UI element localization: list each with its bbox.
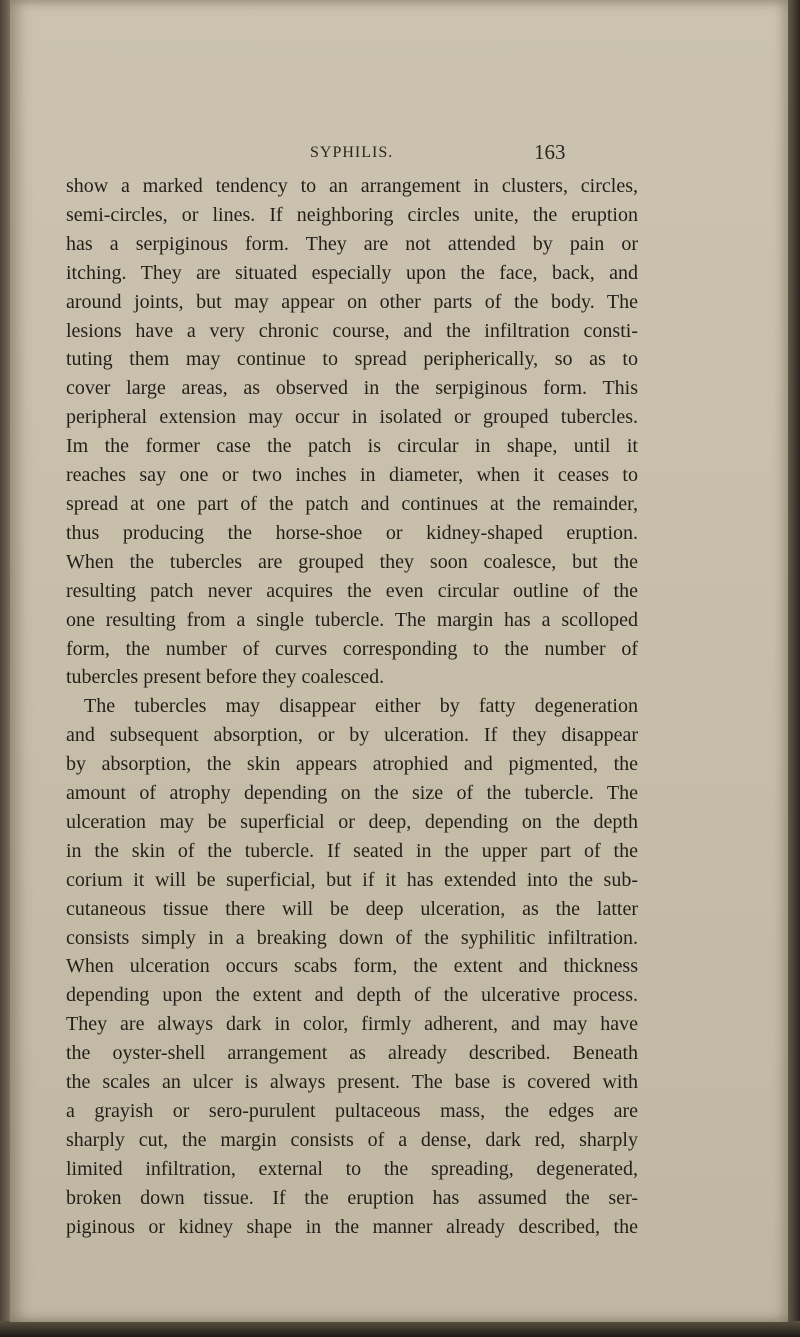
text-line: the oyster-shell arrangement as already described. Beneath <box>66 1042 638 1065</box>
text-line: resulting patch never acquires the even circular outline of the <box>66 579 638 602</box>
text-line: peripheral extension may occur in isolated or grouped tubercles. <box>66 406 638 429</box>
text-line: in the skin of the tubercle. If seated in the upper part of the <box>66 839 638 862</box>
text-line: a grayish or sero-purulent pultaceous mass, the edges are <box>66 1100 638 1122</box>
text-line: thus producing the horse-shoe or kidney-shaped eruption. <box>66 521 638 544</box>
book-fore-edge <box>786 0 800 1337</box>
text-line: and subsequent absorption, or by ulceration. If they disappear <box>66 724 638 747</box>
text-line: show a marked tendency to an arrangement in clusters, circles, <box>66 175 638 197</box>
text-line: limited infiltration, external to the spreading, degenerated, <box>66 1157 638 1180</box>
text-line: cover large areas, as observed in the serpiginous form. This <box>66 377 638 400</box>
text-line: amount of atrophy depending on the size of the tubercle. The <box>66 782 638 805</box>
text-line: itching. They are situated especially upon the face, back, and <box>66 261 638 284</box>
text-line: one resulting from a single tubercle. The margin has a scolloped <box>66 608 638 631</box>
body-text <box>66 172 638 1242</box>
text-line: the scales an ulcer is always present. The base is covered with <box>66 1071 638 1094</box>
book-bottom-edge <box>0 1321 800 1337</box>
paragraph-start-line: The tubercles may disappear either by fatty degeneration <box>84 695 638 718</box>
text-line: When the tubercles are grouped they soon coalesce, but the <box>66 550 638 573</box>
text-line: has a serpiginous form. They are not attended by pain or <box>66 232 638 255</box>
text-line: cutaneous tissue there will be deep ulceration, as the latter <box>66 897 638 920</box>
text-line: lesions have a very chronic course, and the infiltration consti- <box>66 319 638 342</box>
text-line: piginous or kidney shape in the manner already described, the <box>66 1215 638 1238</box>
text-line: When ulceration occurs scabs form, the extent and thickness <box>66 955 638 978</box>
paragraph-end-line: tubercles present before they coalesced. <box>66 666 385 689</box>
text-line: reaches say one or two inches in diameter, when it ceases to <box>66 464 638 487</box>
text-line: semi-circles, or lines. If neighboring circles unite, the eruption <box>66 203 638 226</box>
text-line: corium it will be superficial, but if it has extended into the sub- <box>66 868 638 891</box>
text-line: by absorption, the skin appears atrophied and pigmented, the <box>66 753 638 776</box>
page-number: 163 <box>534 140 566 164</box>
text-line: consists simply in a breaking down of the syphilitic infiltration. <box>66 926 638 949</box>
text-line: tuting them may continue to spread peripherically, so as to <box>66 348 638 371</box>
book-page <box>10 0 788 1322</box>
text-line: They are always dark in color, firmly adherent, and may have <box>66 1013 638 1036</box>
running-title: SYPHILIS. <box>310 144 394 161</box>
text-line: sharply cut, the margin consists of a dense, dark red, sharply <box>66 1128 638 1151</box>
text-line: Im the former case the patch is circular in shape, until it <box>66 435 638 458</box>
text-line: depending upon the extent and depth of the ulcerative process. <box>66 984 638 1007</box>
text-line: spread at one part of the patch and continues at the remainder, <box>66 492 638 515</box>
text-line: broken down tissue. If the eruption has assumed the ser- <box>66 1186 638 1209</box>
text-line: form, the number of curves corresponding to the number of <box>66 637 638 660</box>
text-line: around joints, but may appear on other parts of the body. The <box>66 290 638 313</box>
text-line: ulceration may be superficial or deep, depending on the depth <box>66 810 638 833</box>
